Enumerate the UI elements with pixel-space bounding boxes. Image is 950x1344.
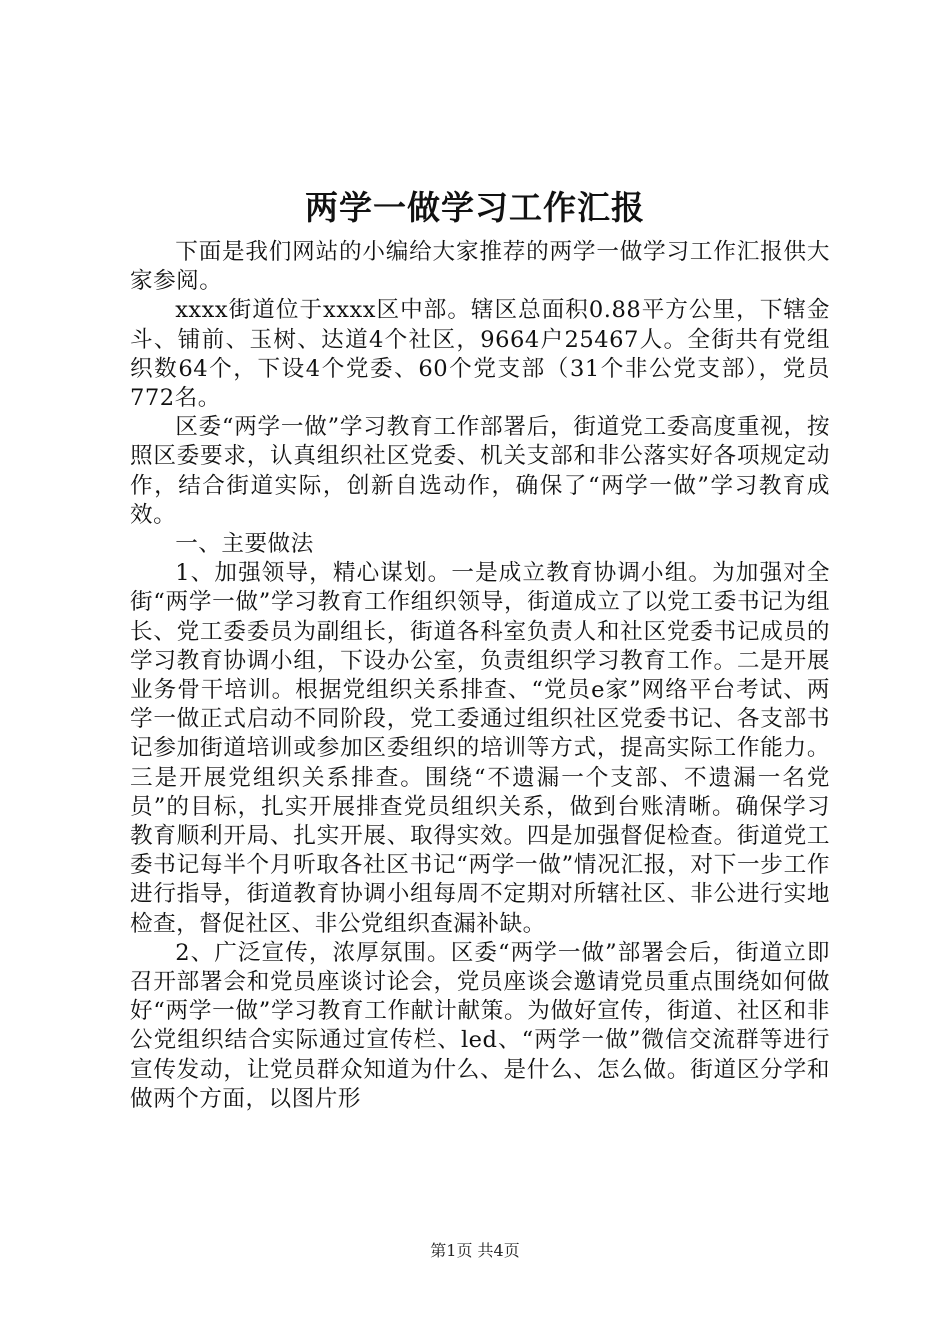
document-body — [130, 238, 830, 1114]
document-title: 两学一做学习工作汇报 — [305, 188, 645, 227]
paragraph-intro: 下面是我们网站的小编给大家推荐的两学一做学习工作汇报供大家参阅。 — [130, 239, 830, 295]
paragraph-leadership: 1、加强领导，精心谋划。一是成立教育协调小组。为加强对全街“两学一做”学习教育工作组织领导，街道成立了以党工委书记为组长、党工委委员为副组长，街道各科室负责人和社区党委书记成员的学习教育协调小组，下设办公室，负责组织学习教育工作。二是开展业务骨干培训。根据党组织关系排查、“党员e家”网络平台考试、两学一做正式启动不同阶段，党工委通过组织社区党委书记、各支部书记参加街道培训或参加区委组织的培训等方式，提高实际工作能力。三是开展党组织关系排查。围绕“不遗漏一个支部、不遗漏一名党员”的目标，扎实开展排查党员组织关系，做到台账清晰。确保学习教育顺利开局、扎实开展、取得实效。四是加强督促检查。街道党工委书记每半个月听取各社区书记“两学一做”情况汇报，对下一步工作进行指导，街道教育协调小组每周不定期对所辖社区、非公进行实地检查，督促社区、非公党组织查漏补缺。 — [130, 560, 830, 937]
paragraph-publicity: 2、广泛宣传，浓厚氛围。区委“两学一做”部署会后，街道立即召开部署会和党员座谈讨论会，党员座谈会邀请党员重点围绕如何做好“两学一做”学习教育工作献计献策。为做好宣传，街道、社区和非公党组织结合实际通过宣传栏、led、“两学一做”微信交流群等进行宣传发动，让党员群众知道为什么、是什么、怎么做。街道区分学和做两个方面，以图片形 — [130, 939, 830, 1112]
section-heading: 一、主要做法 — [175, 531, 314, 558]
paragraph-overview: xxxx街道位于xxxx区中部。辖区总面积0.88平方公里，下辖金斗、铺前、玉树、达道4个社区，9664户25467人。全街共有党组织数64个，下设4个党委、60个党支部（31个非公党支部），党员772名。 — [130, 297, 830, 412]
paragraph-deployment: 区委“两学一做”学习教育工作部署后，街道党工委高度重视，按照区委要求，认真组织社区党委、机关支部和非公落实好各项规定动作，结合街道实际，创新自选动作，确保了“两学一做”学习教育成效。 — [130, 414, 830, 528]
page-number-footer: 第1页 共4页 — [430, 1241, 520, 1260]
